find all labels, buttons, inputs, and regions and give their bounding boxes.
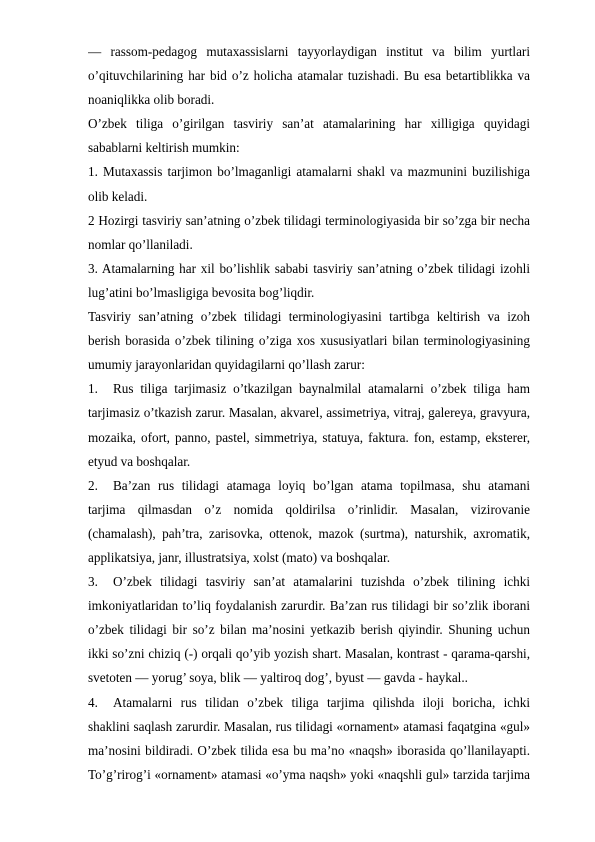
- list-item-text: Ba’zan rus tilidagi atamaga loyiq bo’lgan atama topilmasa, shu atamani: [113, 477, 530, 493]
- text-line: 2 Hozirgi tasviriy san’atning o’zbek tilidagi terminologiyasida bir so’zga bir necha: [88, 212, 530, 228]
- text-line: etyud va boshqalar.: [88, 453, 191, 469]
- text-line: berish borasida o’zbek tilining o’ziga xos xususiyatlari bilan terminologiyasining: [88, 333, 530, 349]
- list-item-number: 3.: [88, 574, 98, 590]
- text-line: olib keladi.: [88, 188, 148, 204]
- text-line: 1. Mutaxassis tarjimon bo’lmaganligi atamalarni shakl va mazmunini buzilishiga: [88, 164, 530, 180]
- list-item-text: Atamalarni rus tilidan o’zbek tiliga tarjima qilishda iloji boricha, ichki: [113, 694, 530, 710]
- text-line: ma’nosini bildiradi. O’zbek tilida esa bu ma’no «naqsh» iborasida qo’llanilayapti.: [88, 742, 530, 758]
- text-line: To’g’rirog’i «ornament» atamasi «o’yma naqsh» yoki «naqshli gul» tarzida tarjima: [88, 766, 530, 782]
- text-line: (chamalash), pah’tra, zarisovka, ottenok, mazok (surtma), naturshik, axromatik,: [88, 525, 530, 541]
- text-line: — rassom-pedagog mutaxassislarni tayyorlaydigan institut va bilim yurtlari: [88, 44, 530, 59]
- text-line: o’zbek tilidagi bir so’z bilan ma’nosini yetkazib berish qiyindir. Shuning uchun: [88, 622, 530, 638]
- text-line: tarjima qilmasdan o’z nomida qoldirilsa o’rinlidir. Masalan, vizirovanie: [88, 501, 530, 517]
- text-line: tarjimasiz o’tkazish zarur. Masalan, akvarel, assimetriya, vitraj, galereya, gravyura,: [88, 405, 530, 421]
- text-line: lug’atini bo’lmasligiga bevosita bog’liqdir.: [88, 284, 315, 300]
- text-line: svetoten — yorug’ soya, blik — yaltiroq dog’, byust — gavda - haykal..: [88, 670, 468, 686]
- text-line: nomlar qo’llaniladi.: [88, 236, 193, 252]
- text-line: sabablarni keltirish mumkin:: [88, 140, 240, 156]
- text-line: noaniqlikka olib boradi.: [88, 92, 215, 108]
- list-item-number: 2.: [88, 477, 98, 493]
- text-line: Tasviriy san’atning o’zbek tilidagi terminologiyasini tartibga keltirish va izoh: [88, 309, 530, 325]
- text-line: imkoniyatlaridan to’liq foydalanish zarurdir. Ba’zan rus tilidagi bir so’zlik iborani: [88, 598, 530, 614]
- text-line: o’qituvchilarining har bid o’z holicha atamalar tuzishadi. Bu esa betartiblikka va: [88, 68, 530, 84]
- text-line: 3. Atamalarning har xil bo’lishlik sababi tasviriy san’atning o’zbek tilidagi izohli: [88, 260, 530, 276]
- text-line: shaklini saqlash zarurdir. Masalan, rus tilidagi «ornament» atamasi faqatgina «gul»: [88, 718, 530, 734]
- list-item-text: O’zbek tilidagi tasviriy san’at atamalarini tuzishda o’zbek tilining ichki: [113, 574, 530, 590]
- text-line: umumiy jarayonlaridan quyidagilarni qo’llash zarur:: [88, 357, 365, 373]
- text-line: ikki so’zni chiziq (-) orqali qo’yib yozish shart. Masalan, kontrast - qarama-qarshi,: [88, 646, 530, 662]
- numbered-list-item: [88, 377, 530, 401]
- list-item-number: 1.: [88, 381, 98, 397]
- numbered-list-item: [88, 474, 530, 498]
- numbered-list-item: [88, 691, 530, 715]
- list-item-number: 4.: [88, 694, 98, 710]
- text-line: O’zbek tiliga o’girilgan tasviriy san’at atamalarining har xilligiga quyidagi: [88, 116, 530, 132]
- document-page: [88, 40, 530, 787]
- text-line: applikatsiya, janr, illustratsiya, xolst (mato) va boshqalar.: [88, 549, 390, 565]
- numbered-list-item: [88, 570, 530, 594]
- text-line: mozaika, ofort, panno, pastel, simmetriya, statuya, faktura. fon, estamp, eksterer,: [88, 429, 530, 445]
- list-item-text: Rus tiliga tarjimasiz o’tkazilgan baynalmilal atamalarni o’zbek tiliga ham: [113, 381, 530, 397]
